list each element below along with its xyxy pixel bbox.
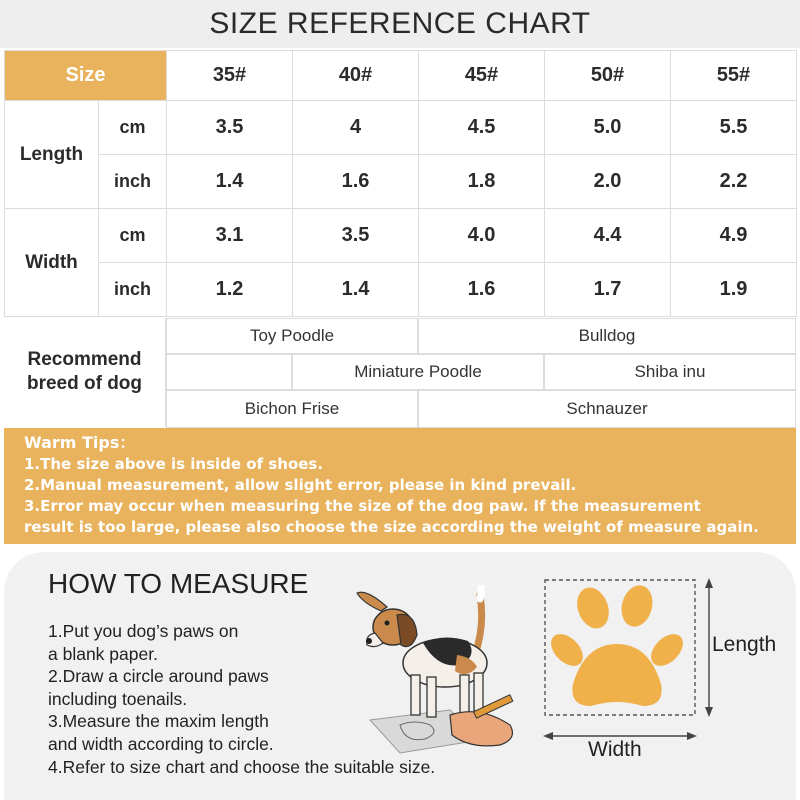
table-cell: 1.4 (293, 263, 419, 317)
table-cell: 1.4 (167, 155, 293, 209)
table-cell: 1.9 (671, 263, 797, 317)
table-cell: 3.5 (167, 101, 293, 155)
length-inch-row (5, 155, 797, 209)
table-cell: 4.4 (545, 209, 671, 263)
tip-line-2: 2.Manual measurement, allow slight error, please in kind prevail. (24, 476, 577, 494)
breed-label-line2: breed of dog (26, 373, 143, 394)
width-inch-row (5, 263, 797, 317)
size-50: 50# (545, 51, 671, 101)
tip-line-3: 3.Error may occur when measuring the size of the dog paw. If the measurement (24, 497, 701, 515)
paw-measure-graphic (535, 570, 715, 755)
breed-label (4, 318, 166, 426)
measure-steps (48, 620, 436, 778)
unit-inch: inch (99, 263, 167, 317)
table-cell: 4.0 (419, 209, 545, 263)
table-cell: 1.6 (293, 155, 419, 209)
table-cell: 3.5 (293, 209, 419, 263)
size-header-row (5, 51, 797, 101)
width-measure-label: Width (588, 738, 642, 761)
step-line: 2.Draw a circle around paws (48, 666, 269, 687)
breed-bichon-frise: Bichon Frise (166, 390, 418, 428)
table-cell: 4 (293, 101, 419, 155)
size-header: Size (5, 51, 167, 101)
measure-title: HOW TO MEASURE (48, 568, 309, 599)
table-cell: 5.0 (545, 101, 671, 155)
size-35: 35# (167, 51, 293, 101)
tip-line-1: 1.The size above is inside of shoes. (24, 455, 324, 473)
breed-schnauzer: Schnauzer (418, 390, 796, 428)
table-cell: 4.9 (671, 209, 797, 263)
step-line: 1.Put you dog’s paws on (48, 621, 239, 641)
table-cell: 4.5 (419, 101, 545, 155)
unit-inch: inch (99, 155, 167, 209)
size-55: 55# (671, 51, 797, 101)
title-bar (0, 0, 800, 48)
tip-line-4: result is too large, please also choose the size according the weight of measure again. (24, 518, 759, 536)
breed-empty-cell (166, 354, 292, 390)
size-45: 45# (419, 51, 545, 101)
breed-shiba-inu: Shiba inu (544, 354, 796, 390)
page-title: SIZE REFERENCE CHART (209, 7, 591, 40)
size-40: 40# (293, 51, 419, 101)
step-line: 4.Refer to size chart and choose the suitable size. (48, 756, 436, 777)
width-cm-row (5, 209, 797, 263)
step-line: including toenails. (48, 688, 188, 709)
breed-miniature-poodle: Miniature Poodle (292, 354, 544, 390)
table-cell: 1.2 (167, 263, 293, 317)
breed-bulldog: Bulldog (418, 318, 796, 354)
unit-cm: cm (99, 101, 167, 155)
step-line: a blank paper. (48, 643, 158, 664)
step-line: 3.Measure the maxim length (48, 711, 269, 732)
table-cell: 2.0 (545, 155, 671, 209)
unit-cm: cm (99, 209, 167, 263)
step-line: and width according to circle. (48, 733, 274, 754)
length-measure-label: Length (712, 633, 777, 656)
table-cell: 1.6 (419, 263, 545, 317)
table-cell: 2.2 (671, 155, 797, 209)
table-cell: 1.8 (419, 155, 545, 209)
tips-title: Warm Tips： (24, 433, 136, 452)
table-cell: 3.1 (167, 209, 293, 263)
beagle-illustration (345, 585, 535, 755)
breed-toy-poodle: Toy Poodle (166, 318, 418, 354)
table-cell: 5.5 (671, 101, 797, 155)
width-label: Width (5, 209, 99, 317)
size-table (4, 50, 797, 317)
length-cm-row (5, 101, 797, 155)
breed-label-line1: Recommend (27, 349, 142, 370)
length-label: Length (5, 101, 99, 209)
table-cell: 1.7 (545, 263, 671, 317)
warm-tips (4, 428, 796, 544)
